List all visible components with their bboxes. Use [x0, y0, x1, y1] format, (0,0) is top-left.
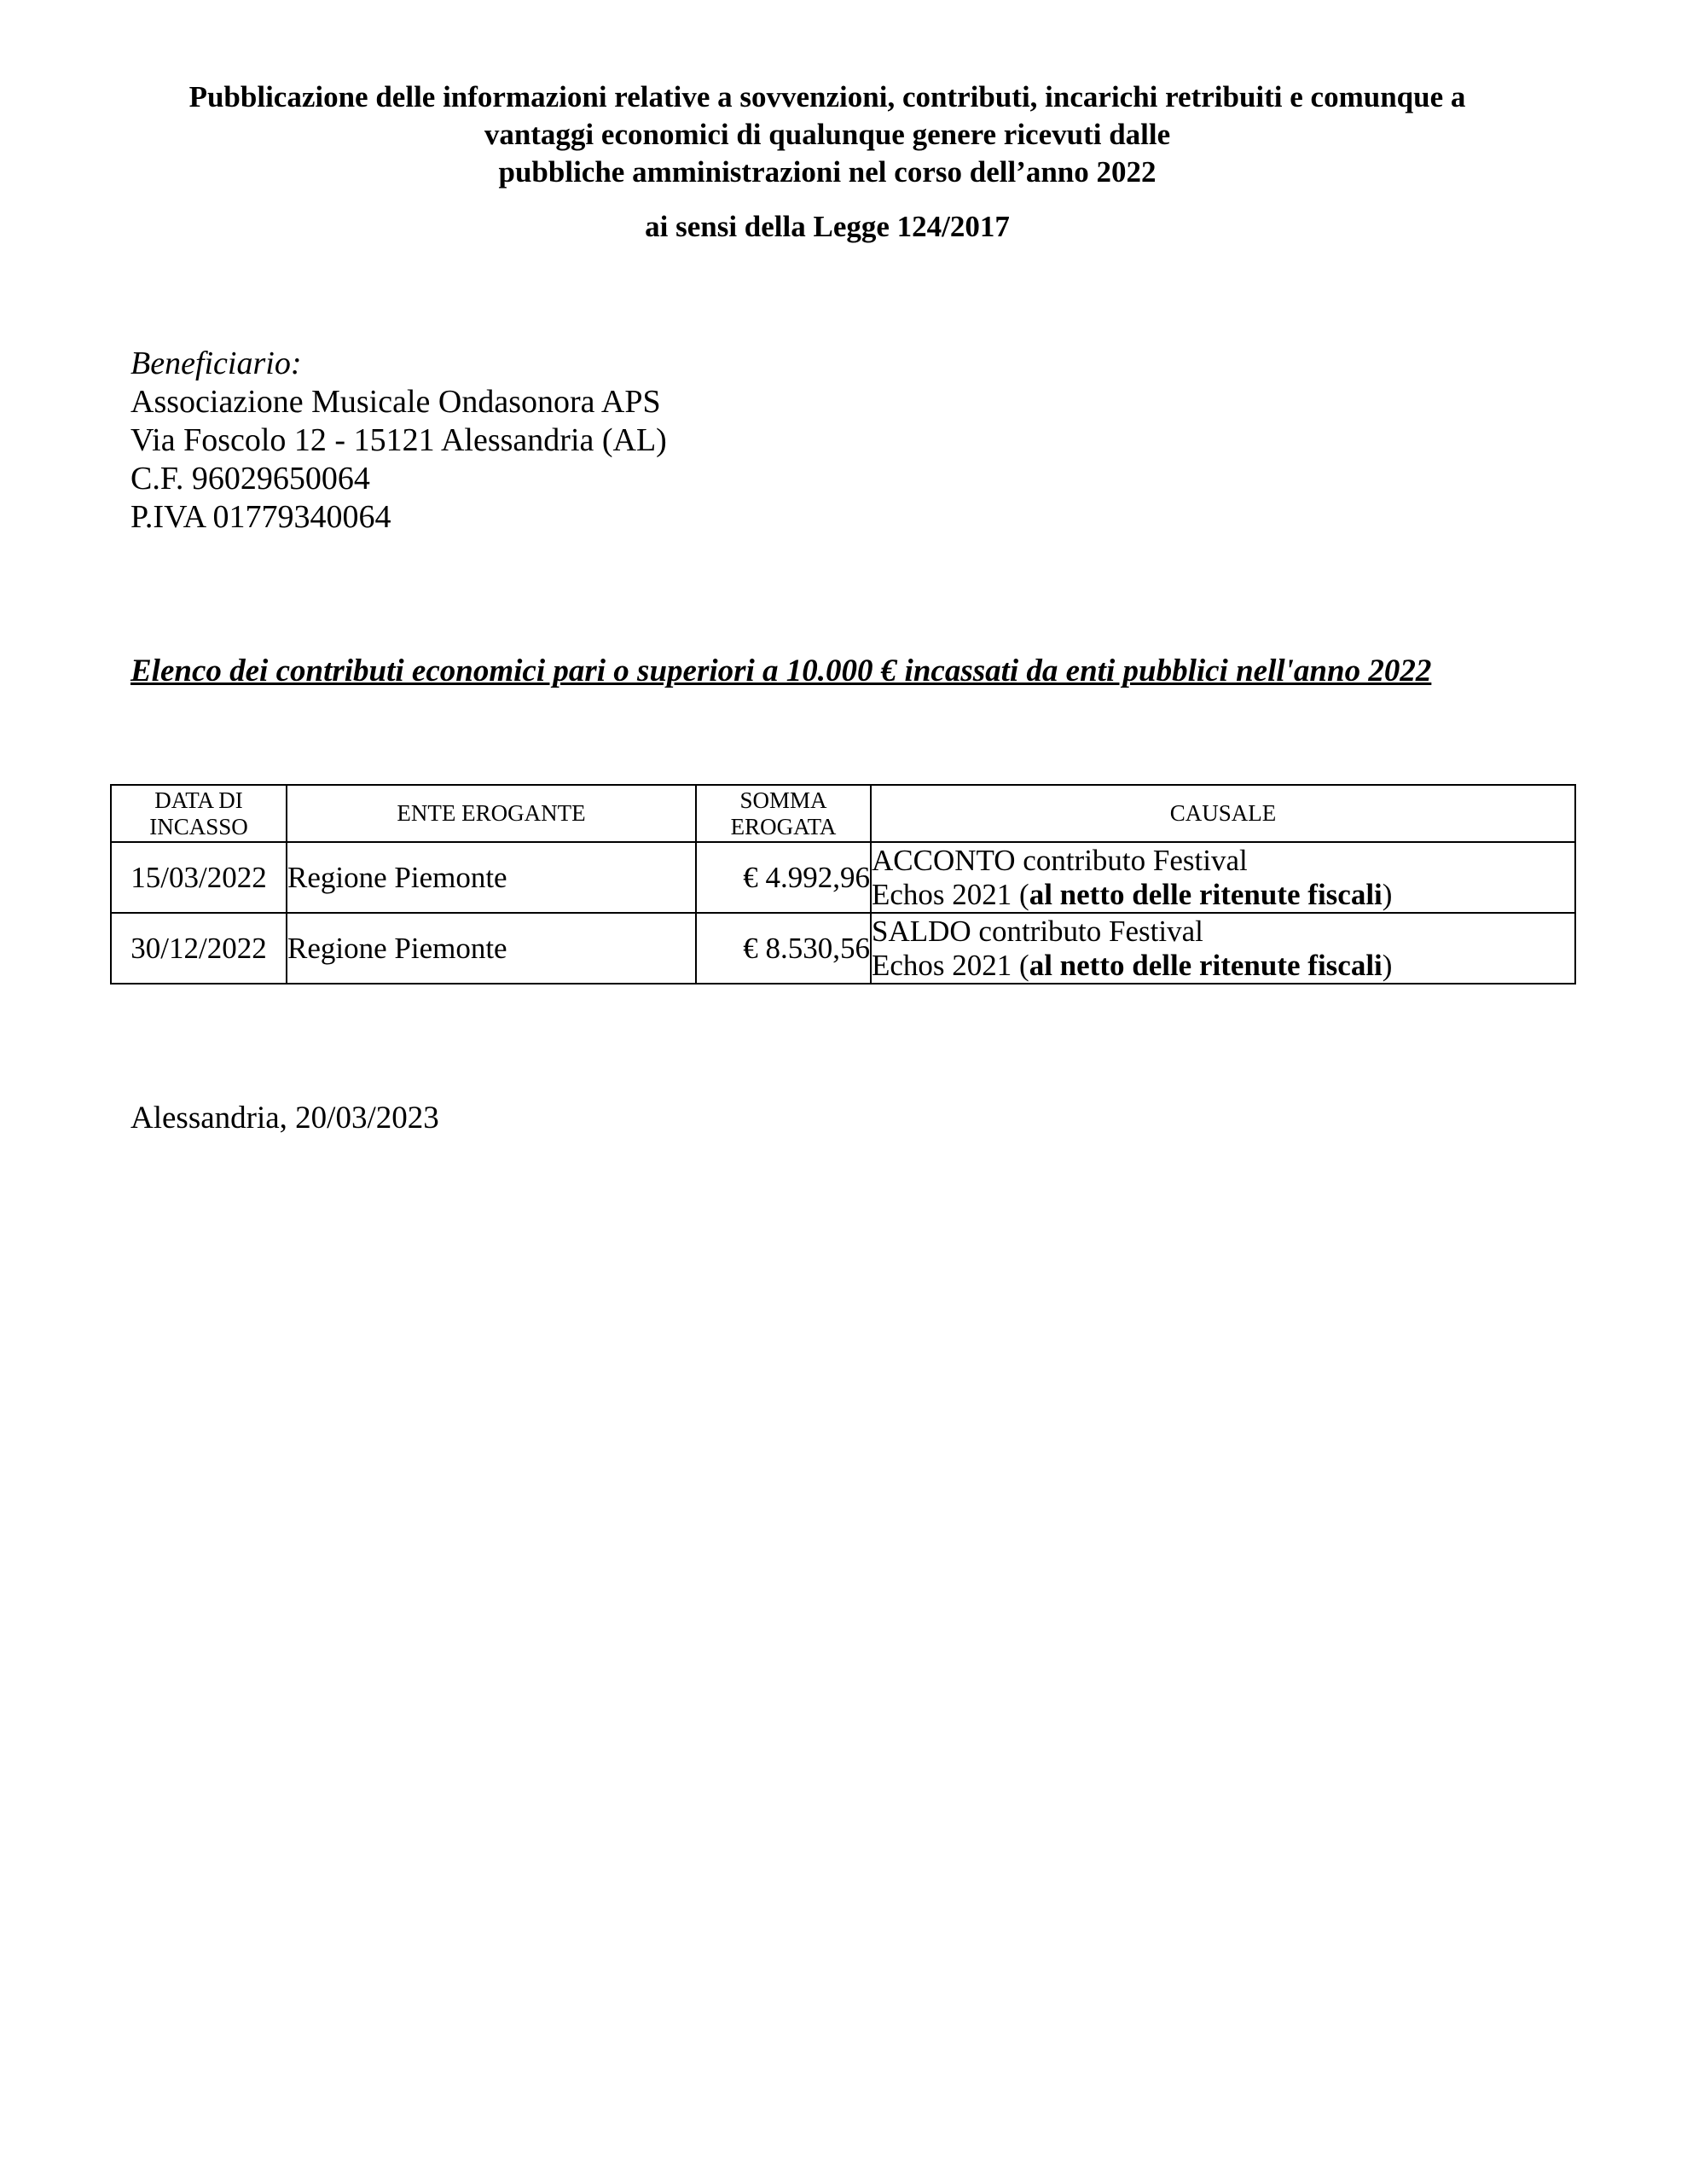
beneficiary-label: Beneficiario: [130, 346, 302, 381]
causale-suffix: ) [1382, 948, 1393, 982]
beneficiary-cf: C.F. 96029650064 [130, 461, 370, 497]
header-data-line2: INCASSO [149, 813, 248, 839]
beneficiary-piva: P.IVA 01779340064 [130, 499, 391, 535]
causale-bold-note: al netto delle ritenute fiscali [1029, 948, 1383, 982]
header-ente-erogante: ENTE EROGANTE [287, 785, 696, 842]
header-data-line1: DATA DI [154, 787, 243, 813]
beneficiary-name: Associazione Musicale Ondasonora APS [130, 384, 661, 420]
header-data-incasso [111, 785, 287, 842]
cell-somma-erogata: € 8.530,56 [696, 913, 871, 984]
cell-ente-erogante: Regione Piemonte [287, 913, 696, 984]
causale-line-1: ACCONTO contributo Festival [872, 843, 1248, 877]
causale-suffix: ) [1382, 877, 1393, 911]
header-somma-erogata [696, 785, 871, 842]
beneficiary-address: Via Foscolo 12 - 15121 Alessandria (AL) [130, 422, 667, 458]
law-reference: ai sensi della Legge 124/2017 [645, 210, 1010, 243]
title-line-1: Pubblicazione delle informazioni relative a sovvenzioni, contributi, incarichi retribuiti e comunque a [188, 80, 1466, 113]
header-somma-line1: SOMMA [739, 787, 827, 813]
beneficiary-block [130, 345, 667, 537]
table-header-row [111, 785, 1575, 842]
causale-prefix: Echos 2021 ( [872, 877, 1029, 911]
causale-prefix: Echos 2021 ( [872, 948, 1029, 982]
causale-line-2 [872, 878, 1574, 912]
causale-bold-note: al netto delle ritenute fiscali [1029, 877, 1383, 911]
header-somma-line2: EROGATA [730, 813, 837, 839]
causale-line-2 [872, 949, 1574, 983]
cell-data-incasso: 15/03/2022 [111, 842, 287, 913]
table-row [111, 913, 1575, 984]
causale-line-1: SALDO contributo Festival [872, 914, 1203, 948]
place-and-date: Alessandria, 20/03/2023 [130, 1101, 439, 1136]
table-row [111, 842, 1575, 913]
cell-causale [871, 913, 1575, 984]
cell-ente-erogante: Regione Piemonte [287, 842, 696, 913]
cell-somma-erogata: € 4.992,96 [696, 842, 871, 913]
contributions-table [110, 784, 1576, 985]
title-line-3: pubbliche amministrazioni nel corso dell’anno 2022 [498, 155, 1157, 189]
header-causale: CAUSALE [871, 785, 1575, 842]
cell-data-incasso: 30/12/2022 [111, 913, 287, 984]
cell-causale [871, 842, 1575, 913]
document-title [68, 78, 1586, 191]
contributions-list-heading: Elenco dei contributi economici pari o superiori a 10.000 € incassati da enti pubblici nell'anno 2022 [130, 653, 1432, 688]
title-line-2: vantaggi economici di qualunque genere ricevuti dalle [484, 118, 1171, 151]
